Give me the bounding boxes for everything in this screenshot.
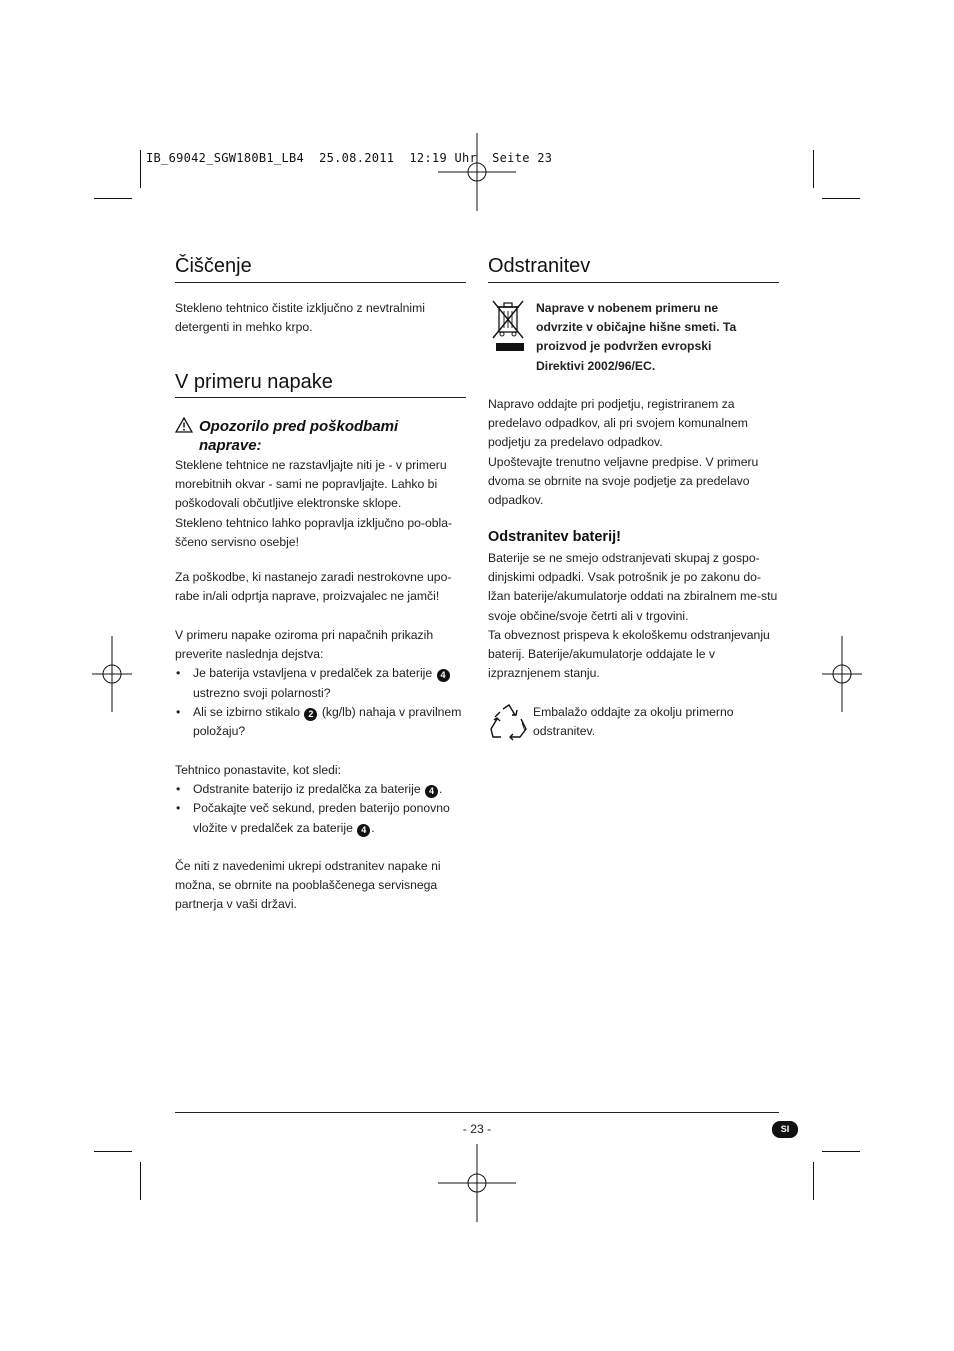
reset-intro: Tehtnico ponastavite, kot sledi: <box>175 763 341 777</box>
disposal-paragraph: Napravo oddajte pri podjetju, registriranem za predelavo odpadkov, ali pri svojem komunalnem podjetju za predelavo odpadkov. <box>488 397 748 450</box>
packaging-text: Embalažo oddajte za okolju primerno odstranitev. <box>533 705 734 739</box>
print-slug: IB_69042_SGW180B1_LB4 25.08.2011 12:19 Uhr Seite 23 <box>146 151 553 165</box>
recycle-icon <box>489 703 529 741</box>
heading-rule <box>175 397 466 398</box>
disposal-paragraph: Upoštevajte trenutno veljavne predpise. V primeru dvoma se obrnite na svoje podjetje za predelavo odpadkov. <box>488 454 759 508</box>
crossed-bin-icon <box>490 298 526 352</box>
list-item: • Odstranite baterijo iz predalčka za baterije 4 . <box>175 780 467 799</box>
heading-rule <box>488 282 779 283</box>
disposal-heading: Odstranitev <box>488 255 591 277</box>
crop-mark <box>822 198 860 199</box>
reset-list <box>175 780 467 838</box>
disposal-block <box>488 395 780 510</box>
liability-text: Za poškodbe, ki nastanejo zaradi nestrokovne upo-rabe in/ali odprtja naprave, proizvajalec ne jamči! <box>175 570 452 604</box>
registration-mark-icon <box>92 636 132 712</box>
battery-paragraph: Ta obveznost prispeva k ekološkemu odstranjevanju baterij. Baterije/akumulatorje oddajate le v izpraznjenem stanju. <box>488 627 770 681</box>
battery-paragraph: Baterije se ne smejo odstranjevati skupaj z gospo-dinjskimi odpadki. Vsak potrošnik je po zakonu do-lžan baterije/akumulatorje oddati na zbiralnem me-stu svoje občine/svoje četrti ali v trgovini. <box>488 551 778 623</box>
page-number: - 23 - <box>462 1122 492 1136</box>
list-item: • Ali se izbirno stikalo 2 (kg/lb) nahaja v pravilnem položaju? <box>175 703 467 741</box>
registration-mark-icon <box>438 1144 516 1222</box>
registration-mark-icon <box>822 636 862 712</box>
language-badge: SI <box>772 1121 798 1138</box>
crop-mark <box>94 1151 132 1152</box>
callout-number: 4 <box>357 824 370 837</box>
crop-mark <box>94 198 132 199</box>
check-intro: V primeru napake oziroma pri napačnih prikazih preverite naslednja dejstva: <box>175 628 434 662</box>
error-heading: V primeru napake <box>175 371 333 393</box>
crop-mark <box>140 150 141 188</box>
warning-triangle-icon <box>175 417 193 433</box>
warning-paragraph: Stekleno tehtnico lahko popravlja izključno po-obla-ščeno servisno osebje! <box>175 515 453 549</box>
weee-notice: Naprave v nobenem primeru ne odvrzite v običajne hišne smeti. Ta proizvod je podvržen evropski Direktivi 2002/96/EC. <box>536 301 737 373</box>
registration-mark-icon <box>438 133 516 211</box>
cleaning-heading: Čiščenje <box>175 255 252 277</box>
check-block <box>175 626 467 741</box>
callout-number: 4 <box>425 785 438 798</box>
reset-block <box>175 761 467 838</box>
battery-block <box>488 549 780 683</box>
crop-mark <box>140 1162 141 1200</box>
warning-heading: Opozorilo pred poškodbami naprave: <box>199 418 399 454</box>
battery-heading: Odstranitev baterij! <box>488 529 621 545</box>
cleaning-text: Stekleno tehtnico čistite izključno z nevtralnimi detergenti in mehko krpo. <box>175 301 425 335</box>
list-item: • Počakajte več sekund, preden baterijo ponovno vložite v predalček za baterije 4 . <box>175 799 467 837</box>
crop-mark <box>822 1151 860 1152</box>
warning-paragraph: Steklene tehtnice ne razstavljajte niti je - v primeru morebitnih okvar - sami ne popravljajte. Lahko bi poškodovali občutljive elektronske sklope. <box>175 458 447 511</box>
callout-number: 4 <box>437 669 450 682</box>
list-item: • Je baterija vstavljena v predalček za baterije 4 ustrezno svoji polarnosti? <box>175 664 467 702</box>
final-text: Če niti z navedenimi ukrepi odstranitev napake ni možna, se obrnite na pooblaščenega servisnega partnerja v vaši državi. <box>175 859 441 912</box>
crop-mark <box>813 1162 814 1200</box>
check-list <box>175 664 467 741</box>
heading-rule <box>175 282 466 283</box>
warning-block <box>175 456 467 552</box>
crop-mark <box>813 150 814 188</box>
callout-number: 2 <box>304 708 317 721</box>
footer-rule <box>175 1112 779 1113</box>
